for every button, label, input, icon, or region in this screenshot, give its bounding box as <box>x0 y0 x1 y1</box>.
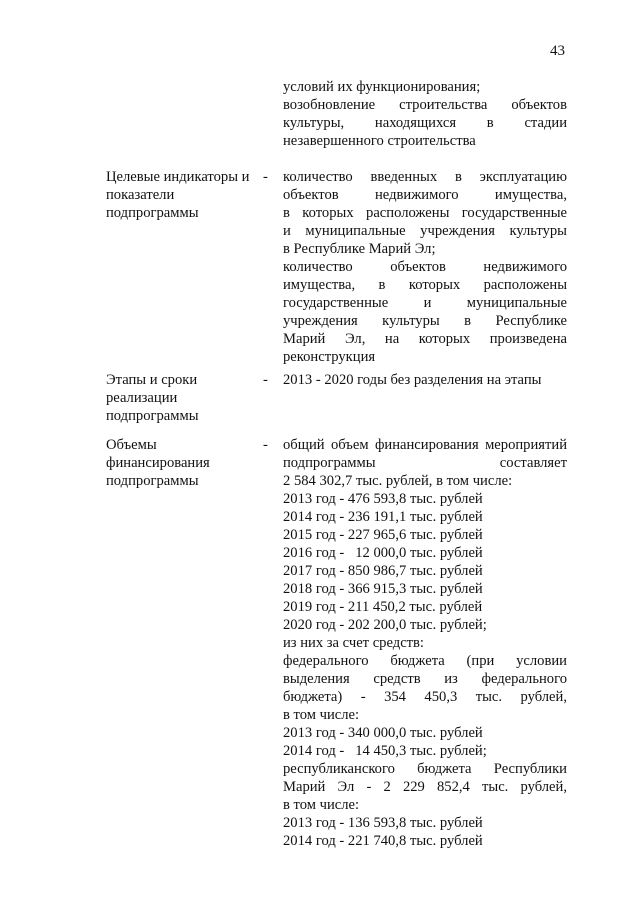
page-number: 43 <box>550 43 565 59</box>
section-line: количество объектов недвижимого <box>283 259 567 275</box>
section-label-line: Этапы и сроки <box>106 372 198 388</box>
section-label-line: показатели <box>106 187 175 203</box>
section-label-line: финансирования <box>106 455 210 471</box>
section-line: федерального бюджета (при условии <box>283 653 567 669</box>
intro-line: возобновление строительства объектов <box>283 97 567 113</box>
section-line: 2019 год - 211 450,2 тыс. рублей <box>283 599 483 615</box>
section-label-line: подпрограммы <box>106 205 199 221</box>
section-line: Марий Эл, на которых произведена <box>283 331 567 347</box>
section-line: 2013 год - 476 593,8 тыс. рублей <box>283 491 483 507</box>
intro-line: незавершенного строительства <box>283 133 476 149</box>
section-line: республиканского бюджета Республики <box>283 761 567 777</box>
section-line: из них за счет средств: <box>283 635 424 651</box>
section-line: имущества, в которых расположены <box>283 277 567 293</box>
section-line: 2020 год - 202 200,0 тыс. рублей; <box>283 617 487 633</box>
section-label-line: Целевые индикаторы и <box>106 169 250 185</box>
section-line: и муниципальные учреждения культуры <box>283 223 567 239</box>
section-label-line: подпрограммы <box>106 408 199 424</box>
section-line: 2018 год - 366 915,3 тыс. рублей <box>283 581 483 597</box>
section-line: 2 584 302,7 тыс. рублей, в том числе: <box>283 473 513 489</box>
section-line: подпрограммы составляет <box>283 455 567 471</box>
section-line: 2016 год - 12 000,0 тыс. рублей <box>283 545 483 561</box>
section-line: 2013 - 2020 годы без разделения на этапы <box>283 372 542 388</box>
section-dash: - <box>263 437 268 453</box>
section-line: государственные и муниципальные <box>283 295 567 311</box>
section-line: бюджета) - 354 450,3 тыс. рублей, <box>283 689 567 705</box>
section-line: учреждения культуры в Республике <box>283 313 567 329</box>
section-line: общий объем финансирования мероприятий <box>283 437 567 453</box>
section-label-line: Объемы <box>106 437 157 453</box>
section-label-line: реализации <box>106 390 178 406</box>
section-dash: - <box>263 169 268 185</box>
section-line: 2014 год - 14 450,3 тыс. рублей; <box>283 743 487 759</box>
section-line: в том числе: <box>283 707 360 723</box>
section-dash: - <box>263 372 268 388</box>
section-line: 2013 год - 340 000,0 тыс. рублей <box>283 725 483 741</box>
section-line: 2014 год - 221 740,8 тыс. рублей <box>283 833 483 849</box>
section-line: в которых расположены государственные <box>283 205 567 221</box>
section-line: Марий Эл - 2 229 852,4 тыс. рублей, <box>283 779 567 795</box>
section-line: 2014 год - 236 191,1 тыс. рублей <box>283 509 483 525</box>
section-line: количество введенных в эксплуатацию <box>283 169 567 185</box>
section-line: объектов недвижимого имущества, <box>283 187 567 203</box>
section-line: в Республике Марий Эл; <box>283 241 436 257</box>
section-line: в том числе: <box>283 797 360 813</box>
intro-line: условий их функционирования; <box>283 79 481 95</box>
section-line: 2015 год - 227 965,6 тыс. рублей <box>283 527 483 543</box>
section-line: 2017 год - 850 986,7 тыс. рублей <box>283 563 483 579</box>
section-line: 2013 год - 136 593,8 тыс. рублей <box>283 815 483 831</box>
section-label-line: подпрограммы <box>106 473 199 489</box>
section-line: выделения средств из федерального <box>283 671 567 687</box>
section-line: реконструкция <box>283 349 376 365</box>
intro-line: культуры, находящихся в стадии <box>283 115 567 131</box>
